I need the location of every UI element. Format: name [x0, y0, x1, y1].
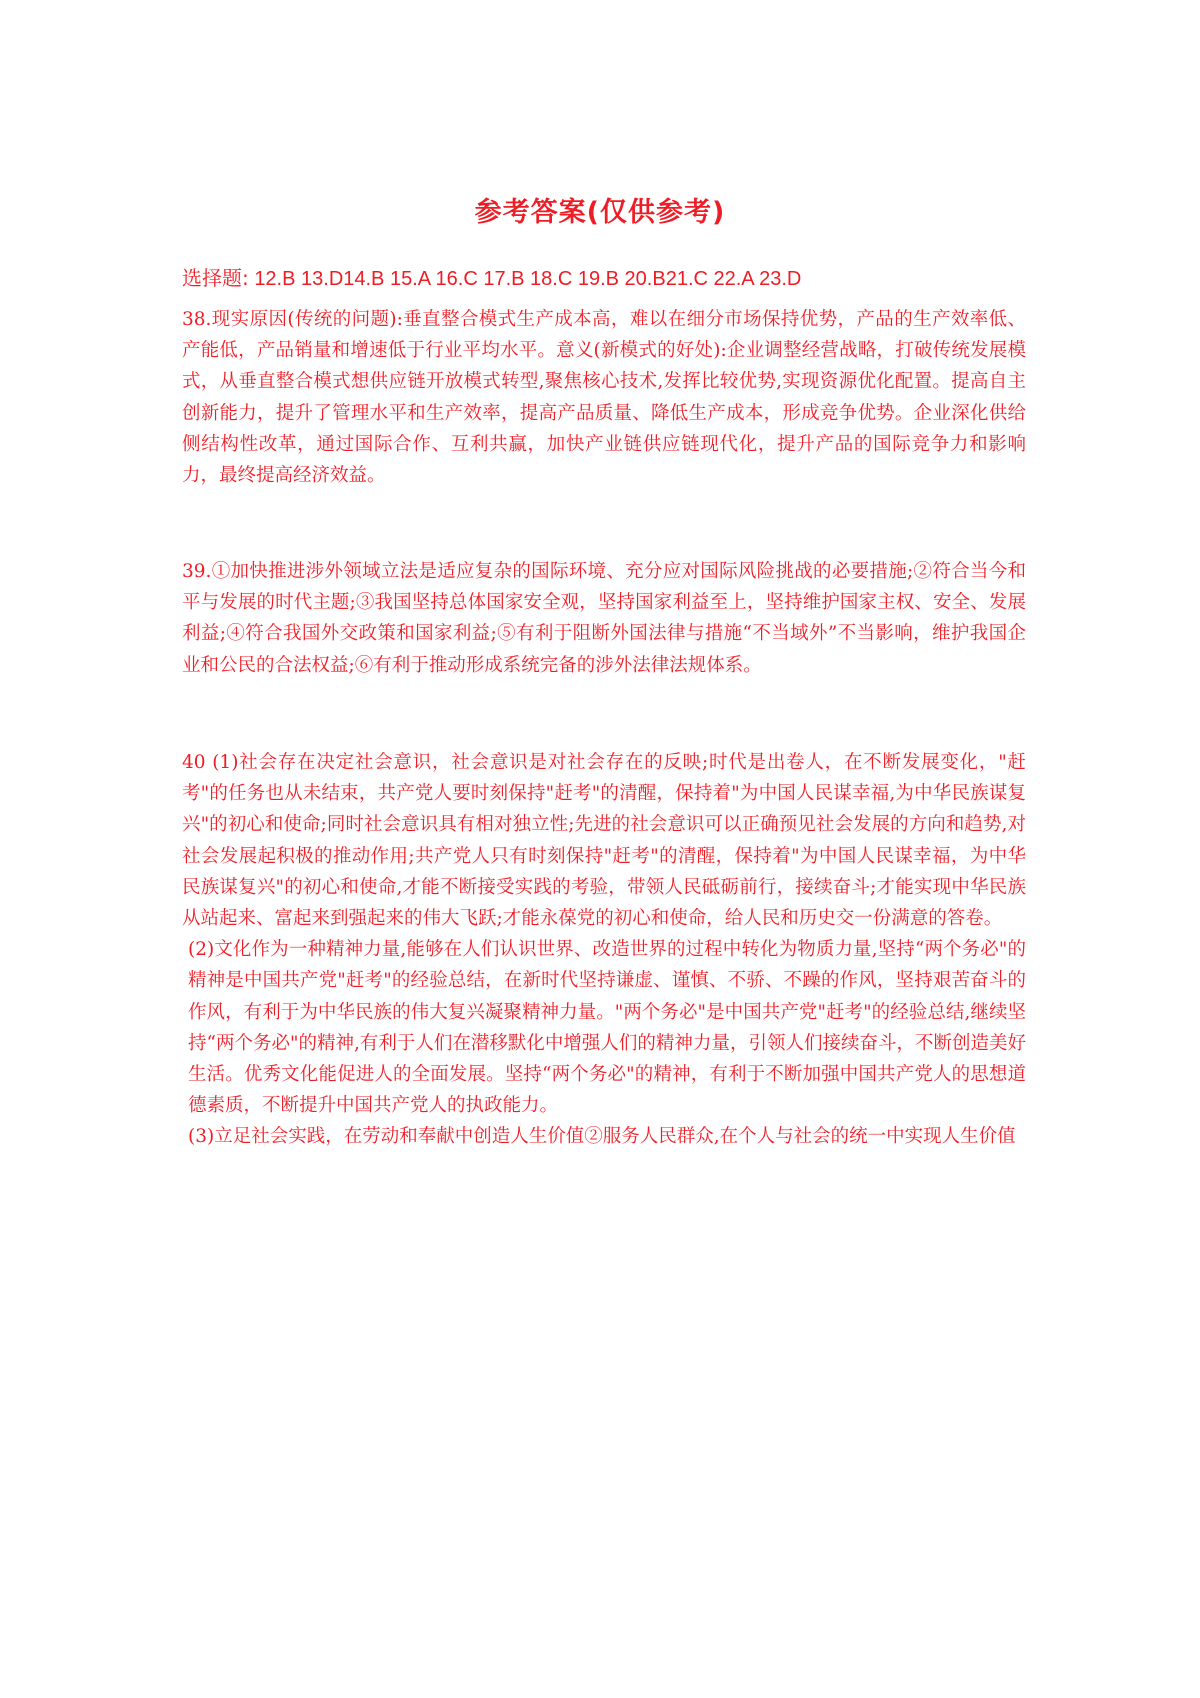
question-38-answer — [182, 304, 1026, 491]
choice-label: 选择题: — [182, 266, 249, 290]
question-40-answer — [182, 747, 1026, 1153]
page-title: 参考答案(仅供参考) — [474, 197, 726, 228]
question-40-part3: (3)立足社会实践，在劳动和奉献中创造人生价值②服务人民群众,在个人与社会的统一中实现人生价值 — [188, 1126, 1016, 1148]
question-38-text: 38.现实原因(传统的问题):垂直整合模式生产成本高，难以在细分市场保持优势，产品的生产效率低、产能低，产品销量和增速低于行业平均水平。意义(新模式的好处):企业调整经营战略，打破传统发展模式，从垂直整合模式想供应链开放模式转型,聚焦核心技术,发挥比较优势,实现资源优化配置。提高自主创新能力，提升了管理水平和生产效率，提高产品质量、降低生产成本，形成竞争优势。企业深化供给侧结构性改革，通过国际合作、互利共赢，加快产业链供应链现代化，提升产品的国际竞争力和影响力，最终提高经济效益。 — [182, 309, 1026, 487]
question-40-part2: (2)文化作为一种精神力量,能够在人们认识世界、改造世界的过程中转化为物质力量,坚持“两个务必"的精神是中国共产党"赶考"的经验总结，在新时代坚持谦虚、谨慎、不骄、不躁的作风，坚持艰苦奋斗的作风，有利于为中华民族的伟大复兴凝聚精神力量。"两个务必"是中国共产党"赶考"的经验总结,继续坚持“两个务必"的精神,有利于人们在潜移默化中增强人们的精神力量，引领人们接续奋斗，不断创造美好生活。优秀文化能促进人的全面发展。坚持“两个务必"的精神，有利于不断加强中国共产党人的思想道德素质，不断提升中国共产党人的执政能力。 — [188, 939, 1026, 1117]
choice-answers-line — [182, 262, 1042, 291]
choice-answers: 12.B 13.D14.B 15.A 16.C 17.B 18.C 19.B 20.B21.C 22.A 23.D — [254, 268, 802, 290]
question-39-answer — [182, 556, 1026, 681]
question-39-text: 39.①加快推进涉外领域立法是适应复杂的国际环境、充分应对国际风险挑战的必要措施;②符合当今和平与发展的时代主题;③我国坚持总体国家安全观，坚持国家利益至上，坚持维护国家主权、安全、发展利益;④符合我国外交政策和国家利益;⑤有利于阻断外国法律与措施“不当域外”不当影响，维护我国企业和公民的合法权益;⑥有利于推动形成系统完备的涉外法律法规体系。 — [182, 561, 1026, 676]
question-40-part1: 40 (1)社会存在决定社会意识，社会意识是对社会存在的反映;时代是出卷人，在不断发展变化，"赶考"的任务也从未结束，共产党人要时刻保持"赶考"的清醒，保持着"为中国人民谋幸福,为中华民族谋复兴"的初心和使命;同时社会意识具有相对独立性;先进的社会意识可以正确预见社会发展的方向和趋势,对社会发展起积极的推动作用;共产党人只有时刻保持"赶考"的清醒，保持着"为中国人民谋幸福，为中华民族谋复兴"的初心和使命,才能不断接受实践的考验，带领人民砥砺前行，接续奋斗;才能实现中华民族从站起来、富起来到强起来的伟大飞跃;才能永葆党的初心和使命，给人民和历史交一份满意的答卷。 — [182, 752, 1026, 930]
